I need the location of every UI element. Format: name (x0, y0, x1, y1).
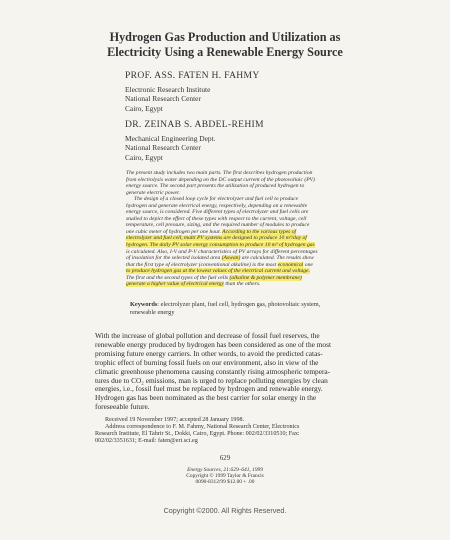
affiliation-line: Mechanical Engineering Dept. (125, 134, 216, 143)
keywords-label: Keywords (130, 301, 158, 308)
paper-title (60, 30, 390, 60)
abstract-line: The present study includes two main parts. The first describes hydrogen production (126, 170, 313, 176)
title-line: Electricity Using a Renewable Energy Source (107, 45, 343, 59)
highlighted-text: economical (277, 261, 304, 268)
keywords-sep: : (157, 301, 161, 308)
body-line: renewable energy produced by hydrogen has been considered as one of the most (95, 339, 332, 349)
abstract-line: energy source. The second part presents the utilization of produced hydrogen to (126, 183, 305, 190)
abstract-line: generate electric power. (126, 189, 180, 196)
body-line: Hydrogen gas has been nominated as the best carrier for solar energy in the (95, 393, 317, 403)
abstract-line (126, 281, 400, 288)
highlighted-text: electrolyzer and fuel cell, multi PV systems are designed to produce 10 m³/day of (126, 235, 307, 242)
abstract (126, 170, 400, 288)
highlighted-text: According to the various types of (222, 228, 297, 235)
abstract-line: from electrolysis water depending on the DC output current of the photovoltaic (PV) (126, 176, 315, 183)
affiliation-line: Cairo, Egypt (125, 152, 163, 162)
body-line: foreseeable future. (95, 402, 150, 412)
footnote-line: 002/02/3351631; E-mail: faten@eri.sci.eg (95, 438, 198, 445)
journal-line: 0090-8312/99 $12.00 + .00 (195, 479, 255, 486)
author-1-name: PROF. ASS. FATEN H. FAHMY (125, 70, 260, 81)
keywords (130, 301, 398, 316)
abstract-line: hydrogen and generate electrical energy, respectively, depending on a renewable (126, 202, 308, 209)
author-1-affiliation (125, 85, 210, 113)
footnote (95, 417, 395, 445)
highlighted-text: generate a higher value of electrical energy (126, 281, 224, 288)
affiliation-line: National Research Center (125, 143, 201, 153)
keywords-text: electrolyzer plant, fuel cell, hydrogen gas, photovoltaic system, (160, 301, 321, 308)
abstract-text: than the others. (223, 281, 261, 288)
body-line: energies, i.e., fossil fuel must be replaced by hydrogen and renewable energy. (95, 384, 323, 394)
abstract-text: are calculated. The results show (240, 255, 314, 262)
abstract-text: one cubic meter of hydrogen per one hour. (126, 228, 223, 235)
abstract-text: one (303, 261, 313, 268)
author-2-name: DR. ZEINAB S. ABDEL-REHIM (125, 119, 264, 130)
body-line: trophic effect of burning fossil fuels on our environment, also in view of the (95, 357, 319, 367)
affiliation-line: Electronic Research Institute (125, 85, 211, 94)
affiliation-line: Cairo, Egypt (125, 103, 163, 113)
journal-line: Copyright © 1999 Taylor & Francis (186, 473, 264, 480)
footnote-line: Received 19 November 1997; accepted 28 January 1998. (105, 417, 245, 423)
body-line: climatic greenhouse phenomena causing constantly rising atmospheric tempera- (95, 366, 331, 376)
abstract-line: energy source, is considered. Five different types of electrolyzer and fuel cells are (126, 209, 309, 216)
body-line: promising future energy carriers. In other words, to avoid the predicted catas- (95, 348, 323, 358)
abstract-text: of insolation for the selected isolated area (126, 255, 222, 262)
copyright-notice: Copyright ©2000. All Rights Reserved. (163, 506, 287, 515)
abstract-text: that the first type of electrolyzer (conventional alkaline) is the most (126, 261, 278, 268)
keywords-line: renewable energy (130, 308, 175, 316)
abstract-line: temperature, cell pressure, sizing, and the required number of modules to produce (126, 222, 310, 229)
intro-paragraph (95, 332, 395, 412)
highlighted-text: (alkaline & polymer membrane) (229, 274, 302, 281)
journal-line: Energy Sources, 21:629–641, 1999 (187, 467, 263, 473)
affiliation-line: National Research Center (125, 94, 201, 104)
footnote-line: Address correspondence to F. M. Fahmy, National Research Center, Electronics (105, 424, 300, 431)
highlighted-text: hydrogen. The daily PV solar energy consumption to produce 10 m³ of hydrogen gas (126, 242, 315, 249)
abstract-line: The design of a closed loop cycle for electrolyzer and fuel cell to produce (134, 196, 299, 203)
highlighted-text: (Aswan) (221, 255, 241, 262)
footnote-line: Research Institute, El Tahrir St., Dokki, Cairo, Egypt. Phone: 002/02/3310510; Fax: (95, 431, 300, 438)
title-line: Hydrogen Gas Production and Utilization as (109, 30, 341, 44)
body-line: tures due to CO₂ emissions, man is urged to replace polluting energies by clean (95, 375, 328, 385)
abstract-text: The first and the second types of the fuel cells (126, 274, 230, 281)
highlighted-text: to produce hydrogen gas at the lowest values of the electrical current and voltage. (126, 268, 310, 275)
body-line: With the increase of global pollution and decrease of fossil fuel reserves, the (95, 331, 320, 340)
abstract-line: studied to depict the effect of these types with respect to the current, voltage, cell (126, 215, 307, 222)
journal-reference (0, 467, 450, 486)
abstract-line: is calculated. Also, I-V and P-V characteristics of PV arrays for different percentages (126, 248, 318, 255)
keywords-line (130, 301, 398, 309)
page-number: 629 (219, 455, 231, 462)
author-2-affiliation (125, 134, 216, 162)
